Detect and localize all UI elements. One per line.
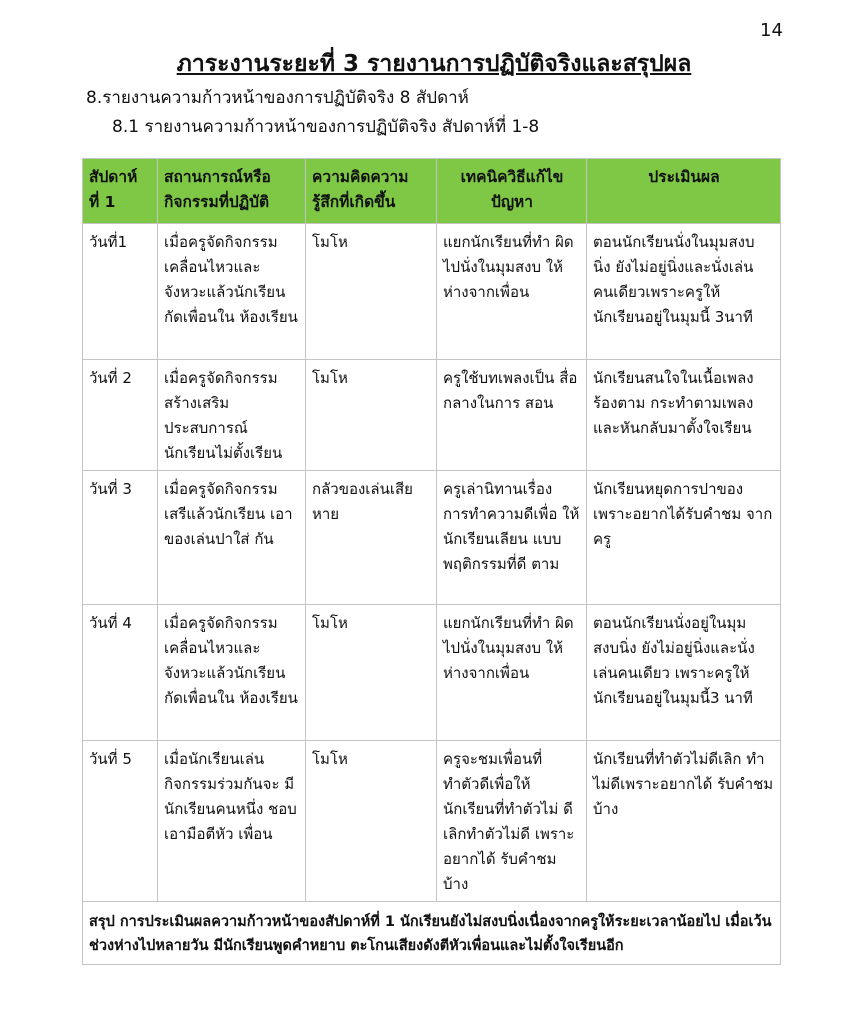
header-situation: สถานการณ์หรือ กิจกรรมที่ปฏิบัติ bbox=[158, 159, 306, 224]
header-feeling: ความคิดความ รู้สึกที่เกิดขึ้น bbox=[306, 159, 437, 224]
header-technique: เทคนิควิธีแก้ไข ปัญหา bbox=[437, 159, 587, 224]
cell-evaluation: ตอนนักเรียนนั่งอยู่ในมุม สงบนิ่ง ยังไม่อยู่นิ่งและนั่ง เล่นคนเดียว เพราะครูให้ นักเรียนอยู่ในมุมนี้3 นาที bbox=[587, 605, 781, 741]
cell-day: วันที่ 3 bbox=[83, 471, 158, 605]
subsection-heading: 8.1 รายงานความก้าวหน้าของการปฏิบัติจริง สัปดาห์ที่ 1-8 bbox=[112, 117, 540, 137]
cell-feeling: โมโห bbox=[306, 741, 437, 902]
cell-evaluation: นักเรียนสนใจในเนื้อเพลง ร้องตาม กระทำตามเพลง และหันกลับมาตั้งใจเรียน bbox=[587, 360, 781, 471]
summary-row bbox=[83, 902, 781, 965]
cell-feeling: โมโห bbox=[306, 605, 437, 741]
table-row bbox=[83, 741, 781, 902]
header-week: สัปดาห์ ที่ 1 bbox=[83, 159, 158, 224]
table-row bbox=[83, 605, 781, 741]
summary-text: สรุป การประเมินผลความก้าวหน้าของสัปดาห์ที่ 1 นักเรียนยังไม่สงบนิ่งเนื่องจากครูให้ระยะเวลาน้อยไป เมื่อเว้นช่วงห่างไปหลายวัน มีนักเรียนพูดคำหยาบ ตะโกนเสียงดังตีหัวเพื่อนและไม่ตั้งใจเรียนอีก bbox=[83, 902, 781, 965]
table-row bbox=[83, 224, 781, 360]
cell-feeling: โมโห bbox=[306, 360, 437, 471]
table-row bbox=[83, 471, 781, 605]
cell-evaluation: ตอนนักเรียนนั่งในมุมสงบ นิ่ง ยังไม่อยู่นิ่งและนั่งเล่น คนเดียวเพราะครูให้ นักเรียนอยู่ในมุมนี้ 3นาที bbox=[587, 224, 781, 360]
cell-evaluation: นักเรียนที่ทำตัวไม่ดีเลิก ทำไม่ดีเพราะอยากได้ รับคำชมบ้าง bbox=[587, 741, 781, 902]
page-title: ภาระงานระยะที่ 3 รายงานการปฏิบัติจริงและสรุปผล bbox=[176, 51, 692, 77]
cell-technique: ครูจะชมเพื่อนที่ ทำตัวดีเพื่อให้ นักเรียนที่ทำตัวไม่ ดีเลิกทำตัวไม่ดี เพราะอยากได้ รับคำชมบ้าง bbox=[437, 741, 587, 902]
cell-day: วันที่1 bbox=[83, 224, 158, 360]
cell-technique: ครูเล่านิทานเรื่อง การทำความดีเพื่อ ให้นักเรียนเลียน แบบพฤติกรรมที่ดี ตาม bbox=[437, 471, 587, 605]
cell-day: วันที่ 4 bbox=[83, 605, 158, 741]
cell-day: วันที่ 2 bbox=[83, 360, 158, 471]
cell-day: วันที่ 5 bbox=[83, 741, 158, 902]
cell-technique: ครูใช้บทเพลงเป็น สื่อกลางในการ สอน bbox=[437, 360, 587, 471]
cell-evaluation: นักเรียนหยุดการปาของ เพราะอยากได้รับคำชม จากครู bbox=[587, 471, 781, 605]
header-evaluation: ประเมินผล bbox=[587, 159, 781, 224]
cell-situation: เมื่อครูจัดกิจกรรม เสรีแล้วนักเรียน เอาของเล่นปาใส่ กัน bbox=[158, 471, 306, 605]
cell-situation: เมื่อครูจัดกิจกรรม เคลื่อนไหวและ จังหวะแล้วนักเรียน กัดเพื่อนใน ห้องเรียน bbox=[158, 605, 306, 741]
section-heading: 8.รายงานความก้าวหน้าของการปฏิบัติจริง 8 สัปดาห์ bbox=[86, 88, 469, 108]
cell-situation: เมื่อครูจัดกิจกรรม สร้างเสริม ประสบการณ์ นักเรียนไม่ตั้งเรียน bbox=[158, 360, 306, 471]
cell-technique: แยกนักเรียนที่ทำ ผิดไปนั่งในมุมสงบ ให้ห่างจากเพื่อน bbox=[437, 224, 587, 360]
table-header-row bbox=[83, 159, 781, 224]
cell-feeling: กลัวของเล่นเสีย หาย bbox=[306, 471, 437, 605]
cell-situation: เมื่อนักเรียนเล่น กิจกรรมร่วมกันจะ มีนักเรียนคนหนึ่ง ชอบเอามือตีหัว เพื่อน bbox=[158, 741, 306, 902]
cell-feeling: โมโห bbox=[306, 224, 437, 360]
cell-technique: แยกนักเรียนที่ทำ ผิดไปนั่งในมุมสงบ ให้ห่างจากเพื่อน bbox=[437, 605, 587, 741]
cell-situation: เมื่อครูจัดกิจกรรม เคลื่อนไหวและ จังหวะแล้วนักเรียน กัดเพื่อนใน ห้องเรียน bbox=[158, 224, 306, 360]
table-row bbox=[83, 360, 781, 471]
progress-report-table bbox=[82, 158, 781, 965]
page-number: 14 bbox=[760, 20, 783, 41]
